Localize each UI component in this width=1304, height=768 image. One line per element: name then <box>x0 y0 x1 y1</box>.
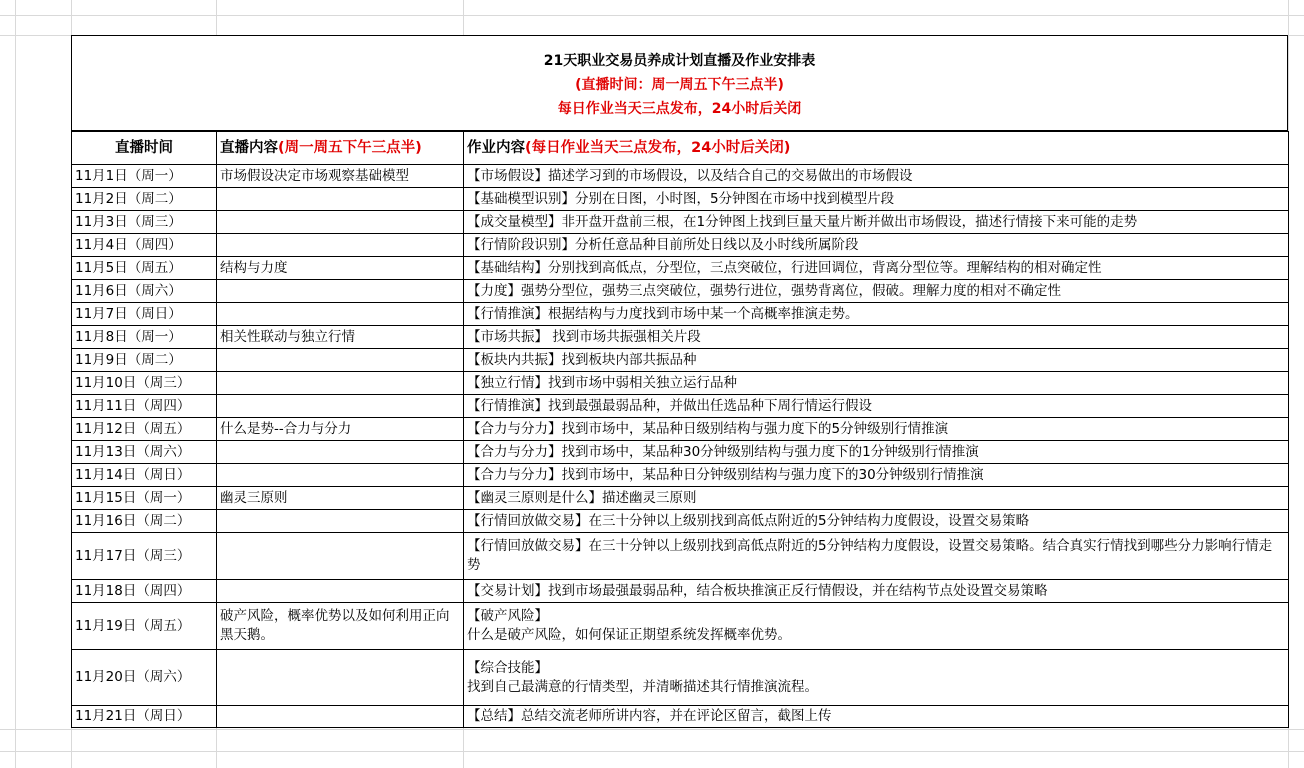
row-date: 11月2日（周二） <box>72 188 217 211</box>
row-topic <box>217 349 464 372</box>
table-row <box>72 510 1289 533</box>
row-homework: 【独立行情】找到市场中弱相关独立运行品种 <box>464 372 1289 395</box>
row-topic: 市场假设决定市场观察基础模型 <box>217 165 464 188</box>
row-topic <box>217 372 464 395</box>
homework-detail: 找到自己最满意的行情类型，并清晰描述其行情推演流程。 <box>467 678 818 695</box>
sheet-title: 21天职业交易员养成计划直播及作业安排表 <box>543 53 816 69</box>
row-date: 11月5日（周五） <box>72 257 217 280</box>
row-date: 11月15日（周一） <box>72 487 217 510</box>
row-homework <box>464 650 1289 706</box>
table-row <box>72 372 1289 395</box>
homework-heading: 【破产风险】 <box>467 608 548 624</box>
row-topic <box>217 706 464 728</box>
table-row <box>72 464 1289 487</box>
row-date: 11月6日（周六） <box>72 280 217 303</box>
row-topic: 幽灵三原则 <box>217 487 464 510</box>
row-homework: 【市场共振】 找到市场共振强相关片段 <box>464 326 1289 349</box>
row-homework: 【交易计划】找到市场最强最弱品种，结合板块推演正反行情假设，并在结构节点处设置交易策略 <box>464 580 1289 603</box>
row-homework <box>464 603 1289 650</box>
col-header-content: 直播内容(周一周五下午三点半) <box>217 132 464 165</box>
row-topic: 什么是势--合力与分力 <box>217 418 464 441</box>
row-date: 11月16日（周二） <box>72 510 217 533</box>
table-row <box>72 580 1289 603</box>
row-topic <box>217 395 464 418</box>
table-row <box>72 487 1289 510</box>
row-date: 11月12日（周五） <box>72 418 217 441</box>
row-topic <box>217 280 464 303</box>
row-date: 11月17日（周三） <box>72 533 217 580</box>
row-date: 11月18日（周四） <box>72 580 217 603</box>
row-date: 11月14日（周日） <box>72 464 217 487</box>
row-date: 11月9日（周二） <box>72 349 217 372</box>
table-row <box>72 188 1289 211</box>
row-topic: 结构与力度 <box>217 257 464 280</box>
table-row <box>72 603 1289 650</box>
homework-detail: 什么是破产风险，如何保证正期望系统发挥概率优势。 <box>467 627 791 643</box>
schedule-table <box>71 131 1289 728</box>
row-topic: 相关性联动与独立行情 <box>217 326 464 349</box>
table-row <box>72 234 1289 257</box>
row-topic: 破产风险，概率优势以及如何利用正向黑天鹅。 <box>217 603 464 650</box>
row-homework: 【幽灵三原则是什么】描述幽灵三原则 <box>464 487 1289 510</box>
row-homework: 【力度】强势分型位，强势三点突破位，强势行进位，强势背离位，假破。理解力度的相对不确定性 <box>464 280 1289 303</box>
row-date: 11月7日（周日） <box>72 303 217 326</box>
row-homework: 【基础结构】分别找到高低点，分型位，三点突破位，行进回调位，背离分型位等。理解结构的相对确定性 <box>464 257 1289 280</box>
table-row <box>72 533 1289 580</box>
row-date: 11月3日（周三） <box>72 211 217 234</box>
row-topic <box>217 303 464 326</box>
header-row <box>72 132 1289 165</box>
row-homework: 【总结】总结交流老师所讲内容，并在评论区留言，截图上传 <box>464 706 1289 728</box>
table-row <box>72 165 1289 188</box>
table-row <box>72 395 1289 418</box>
row-date: 11月11日（周四） <box>72 395 217 418</box>
row-homework: 【行情推演】找到最强最弱品种，并做出任选品种下周行情运行假设 <box>464 395 1289 418</box>
row-date: 11月8日（周一） <box>72 326 217 349</box>
table-row <box>72 418 1289 441</box>
table-row <box>72 257 1289 280</box>
table-row <box>72 326 1289 349</box>
col-header-date: 直播时间 <box>72 132 217 165</box>
row-topic <box>217 441 464 464</box>
homework-release-note: 每日作业当天三点发布，24小时后关闭 <box>557 101 802 117</box>
row-topic <box>217 650 464 706</box>
row-homework: 【市场假设】描述学习到的市场假设，以及结合自己的交易做出的市场假设 <box>464 165 1289 188</box>
row-homework: 【行情回放做交易】在三十分钟以上级别找到高低点附近的5分钟结构力度假设，设置交易策略 <box>464 510 1289 533</box>
row-date: 11月21日（周日） <box>72 706 217 728</box>
row-homework: 【合力与分力】找到市场中，某品种30分钟级别结构与强力度下的1分钟级别行情推演 <box>464 441 1289 464</box>
row-topic <box>217 211 464 234</box>
table-row <box>72 441 1289 464</box>
sheet-title-block <box>71 35 1288 131</box>
row-topic <box>217 580 464 603</box>
row-topic <box>217 234 464 257</box>
row-homework: 【行情推演】根据结构与力度找到市场中某一个高概率推演走势。 <box>464 303 1289 326</box>
row-homework: 【行情阶段识别】分析任意品种目前所处日线以及小时线所属阶段 <box>464 234 1289 257</box>
table-row <box>72 303 1289 326</box>
live-time-note: (直播时间：周一周五下午三点半) <box>575 77 784 93</box>
homework-heading: 【综合技能】 <box>467 659 548 676</box>
row-homework: 【基础模型识别】分别在日图，小时图，5分钟图在市场中找到模型片段 <box>464 188 1289 211</box>
row-date: 11月19日（周五） <box>72 603 217 650</box>
table-row <box>72 650 1289 706</box>
row-date: 11月1日（周一） <box>72 165 217 188</box>
row-topic <box>217 464 464 487</box>
row-homework: 【板块内共振】找到板块内部共振品种 <box>464 349 1289 372</box>
row-homework: 【行情回放做交易】在三十分钟以上级别找到高低点附近的5分钟结构力度假设，设置交易策略。结合真实行情找到哪些分力影响行情走势 <box>464 533 1289 580</box>
row-homework: 【成交量模型】非开盘开盘前三根，在1分钟图上找到巨量天量片断并做出市场假设，描述行情接下来可能的走势 <box>464 211 1289 234</box>
table-row <box>72 280 1289 303</box>
row-date: 11月13日（周六） <box>72 441 217 464</box>
row-topic <box>217 188 464 211</box>
row-date: 11月10日（周三） <box>72 372 217 395</box>
row-date: 11月4日（周四） <box>72 234 217 257</box>
table-row <box>72 211 1289 234</box>
row-topic <box>217 510 464 533</box>
row-homework: 【合力与分力】找到市场中，某品种日级别结构与强力度下的5分钟级别行情推演 <box>464 418 1289 441</box>
table-row <box>72 349 1289 372</box>
row-topic <box>217 533 464 580</box>
row-homework: 【合力与分力】找到市场中，某品种日分钟级别结构与强力度下的30分钟级别行情推演 <box>464 464 1289 487</box>
row-date: 11月20日（周六） <box>72 650 217 706</box>
table-row <box>72 706 1289 728</box>
col-header-homework: 作业内容(每日作业当天三点发布，24小时后关闭) <box>464 132 1289 165</box>
